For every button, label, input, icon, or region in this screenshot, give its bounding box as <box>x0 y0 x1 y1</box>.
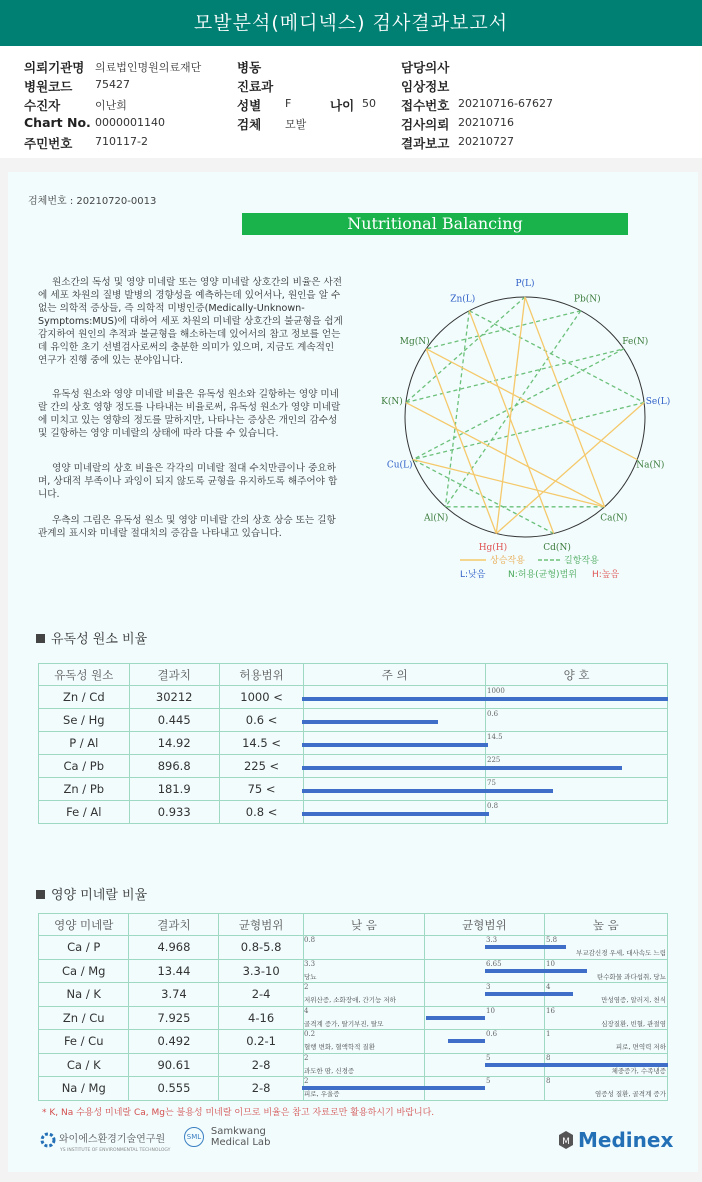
wheel-node-label: Hg(H) <box>478 543 508 554</box>
nutri-title-text: 영양 미네랄 비율 <box>51 888 148 903</box>
nutri-level-bar <box>485 945 566 949</box>
wheel-node-label: Na(N) <box>636 460 665 471</box>
client-org-label: 의뢰기관명 <box>24 60 85 75</box>
nutri-tick-t3: 8 <box>546 1077 551 1085</box>
nutri-cell-range: 3.3-10 <box>219 959 303 983</box>
patient-name-value: 이난희 <box>95 99 127 112</box>
paragraph-2: 유독성 원소와 영양 미네랄 비율은 유독성 원소와 길항하는 영양 미네랄 간의 상호 영향 정도를 나타내는 비율로써, 유독성 원소가 영양 미네랄에 미치고 있는 영향의 정도를 말하지만, 나타나는 증상은 개인의 감수성 및 길항하는 영양 미네랄의 상태에 따라 다를 수 있습니다. <box>38 389 341 439</box>
antagonism-line <box>413 349 624 460</box>
nutri-cell-name: Zn / Cu <box>39 1006 129 1030</box>
nutri-header-result: 결과치 <box>129 914 219 936</box>
nutri-cell-name: Ca / Mg <box>39 959 129 983</box>
nutri-level-bar <box>485 992 573 996</box>
toxic-cell-result: 0.445 <box>129 709 219 732</box>
client-org-value: 의료법인명원의료재단 <box>95 61 202 74</box>
nutri-high-note: 만성염증, 알러지, 천식 <box>601 996 666 1004</box>
sex-label: 성별 <box>237 98 262 113</box>
toxic-cell-result: 0.933 <box>129 801 219 824</box>
report-body <box>8 172 698 1172</box>
toxic-level-bar <box>302 766 622 770</box>
legend-synergy-label: 상승작용 <box>490 556 525 566</box>
nutri-tick-t1: 4 <box>304 1006 309 1015</box>
nutri-tick-t3: 8 <box>546 1053 551 1062</box>
toxic-cell-result: 181.9 <box>129 778 219 801</box>
nutri-row <box>39 936 668 960</box>
wheel-node-label: Fe(N) <box>622 336 649 347</box>
toxic-level-bar <box>302 720 438 724</box>
nutri-low-note: 과도한 땀, 신경증 <box>304 1066 355 1075</box>
nutri-tick-t1: 0.2 <box>304 1030 316 1038</box>
toxic-cell-range: 1000 < <box>219 686 303 709</box>
toxic-header-name: 유독성 원소 <box>39 664 130 686</box>
nutri-cell-low <box>303 959 424 983</box>
wheel-node-label: Zn(L) <box>450 294 476 305</box>
nutri-cell-range: 2-8 <box>219 1077 303 1101</box>
request-date-label: 검사의뢰 <box>401 117 450 132</box>
resident-no-label: 주민번호 <box>24 136 73 151</box>
nutri-tick-t3: 10 <box>546 959 555 968</box>
nutri-cell-result: 13.44 <box>129 959 219 983</box>
legend-high-label: H:높음 <box>592 570 620 580</box>
nutri-high-note: 피로, 면역력 저하 <box>615 1043 666 1051</box>
nutri-tick-t2: 10 <box>486 1006 495 1015</box>
resident-no-value: 710117-2 <box>95 135 148 148</box>
wheel-node-label: Pb(N) <box>573 294 601 305</box>
toxic-cell-result: 896.8 <box>129 755 219 778</box>
legend-low-label: L:낮음 <box>460 570 486 580</box>
toxic-cell-result: 30212 <box>129 686 219 709</box>
toxic-cell-good <box>486 709 668 732</box>
nutri-cell-range: 2-8 <box>219 1053 303 1077</box>
nutri-cell-name: Ca / P <box>39 936 129 960</box>
nutri-cell-result: 0.492 <box>129 1030 219 1054</box>
age-label: 나이 <box>330 98 355 113</box>
sml-logo-sub: Medical Lab <box>210 1137 271 1148</box>
toxic-cell-good <box>486 801 668 824</box>
toxic-title-text: 유독성 원소 비율 <box>51 632 148 647</box>
nutri-section-title <box>36 884 147 903</box>
ys-logo-icon <box>40 1132 56 1148</box>
nutri-cell-range: 4-16 <box>219 1006 303 1030</box>
nutri-tick-t2: 3.3 <box>486 936 498 944</box>
nutri-cell-result: 3.74 <box>129 983 219 1007</box>
nutri-high-note: 심장질환, 빈혈, 관절염 <box>601 1019 666 1028</box>
nutri-header-low: 낮 음 <box>303 914 424 936</box>
toxic-cell-name: Fe / Al <box>39 801 130 824</box>
nutri-header-balance: 균형범위 <box>425 914 545 936</box>
toxic-cell-name: Se / Hg <box>39 709 130 732</box>
synergy-line <box>496 297 525 534</box>
nutri-tick-t2: 3 <box>486 983 491 991</box>
nutri-tick-t1: 2 <box>304 1053 309 1062</box>
sml-logo <box>184 1126 270 1148</box>
legend-antagonism-label: 길항작용 <box>564 556 599 566</box>
specimen-label: 검체 <box>237 117 262 132</box>
nutri-cell-range: 2-4 <box>219 983 303 1007</box>
nutri-level-bar <box>485 969 587 973</box>
nutri-cell-result: 7.925 <box>129 1006 219 1030</box>
wheel-node-label: Cu(L) <box>386 460 413 471</box>
toxic-threshold-tick: 225 <box>487 756 501 764</box>
nutri-cell-range: 0.2-1 <box>219 1030 303 1054</box>
hospital-code-label: 병원코드 <box>24 79 73 94</box>
nutri-level-bar <box>426 1016 485 1020</box>
nutri-cell-range: 0.8-5.8 <box>219 936 303 960</box>
nutri-tick-t3: 1 <box>546 1030 551 1038</box>
hospital-code-value: 75427 <box>95 78 130 91</box>
ys-logo <box>40 1130 170 1153</box>
toxic-level-bar <box>302 789 553 793</box>
toxic-cell-range: 0.8 < <box>219 801 303 824</box>
nutri-cell-name: Fe / Cu <box>39 1030 129 1054</box>
synergy-line <box>413 460 605 507</box>
nutri-low-note: 혈행 변화, 혈액학적 질환 <box>304 1043 376 1051</box>
patient-name-label: 수진자 <box>24 98 61 113</box>
nutri-low-note: 골격계 증가, 탈기부진, 탈모 <box>304 1019 384 1028</box>
toxic-cell-range: 0.6 < <box>219 709 303 732</box>
toxic-cell-name: Zn / Pb <box>39 778 130 801</box>
receipt-no-value: 20210716-67627 <box>458 97 553 110</box>
svg-text:M: M <box>562 1137 570 1147</box>
wheel-node-label: Al(N) <box>424 513 449 524</box>
receipt-no-label: 접수번호 <box>401 98 450 113</box>
synergy-line <box>469 311 553 534</box>
footnote: * K, Na 수용성 미네랄 Ca, Mg는 불용성 미네랄 이므로 비율은 참고 자료로만 활용하시기 바랍니다. <box>42 1108 435 1118</box>
nutri-high-note: 탄수화물 과다섭취, 당뇨 <box>597 972 666 981</box>
nutri-tick-t2: 5 <box>486 1077 491 1085</box>
ys-logo-text: 와이에스환경기술연구원 <box>58 1134 166 1145</box>
toxic-threshold-tick: 0.8 <box>487 802 499 810</box>
nutri-tick-t3: 5.8 <box>546 936 558 944</box>
toxic-header-result: 결과치 <box>129 664 219 686</box>
department-label: 진료과 <box>237 79 274 94</box>
doctor-label: 담당의사 <box>401 60 450 75</box>
nutri-tick-t2: 5 <box>486 1053 491 1062</box>
ys-logo-subtext: YS INSTITUTE OF ENVIRONMENTAL TECHNOLOGY <box>60 1147 171 1153</box>
section-heading: Nutritional Balancing <box>242 213 628 235</box>
wheel-node-label: K(N) <box>381 396 403 407</box>
wheel-circle <box>405 297 645 537</box>
nutri-tick-t3: 16 <box>546 1006 555 1015</box>
nutri-cell-low <box>303 936 424 960</box>
mineral-wheel <box>360 267 690 585</box>
nutri-cell-name: Na / Mg <box>39 1077 129 1101</box>
sample-number: 검체번호 : 20210720-0013 <box>28 196 157 207</box>
antagonism-line <box>413 403 644 460</box>
sex-value: F <box>285 97 292 110</box>
toxic-level-bar <box>302 812 489 816</box>
report-date-value: 20210727 <box>458 135 514 148</box>
medinex-logo-icon <box>558 1130 574 1150</box>
age-value: 50 <box>362 97 376 110</box>
request-date-value: 20210716 <box>458 116 514 129</box>
nutri-tick-t1: 2 <box>304 1077 309 1085</box>
toxic-level-bar <box>302 743 488 747</box>
toxic-threshold-tick: 75 <box>487 779 496 787</box>
wheel-node-label: Mg(N) <box>399 336 430 347</box>
toxic-header-range: 허용범위 <box>219 664 303 686</box>
chart-no-label: Chart No. <box>24 115 91 130</box>
nutri-tick-t1: 2 <box>304 983 309 991</box>
paragraph-3: 영양 미네랄의 상호 비율은 각각의 미네랄 절대 수치만큼이나 중요하며, 상대적 부족이나 과잉이 되지 않도록 균형을 유지하도록 해주어야 합니다. <box>38 463 338 500</box>
nutri-tick-t1: 3.3 <box>304 959 316 968</box>
toxic-cell-name: P / Al <box>39 732 130 755</box>
wheel-node-label: Se(L) <box>645 396 671 407</box>
sml-logo-mark: SML <box>184 1127 204 1147</box>
paragraph-1: 원소간의 독성 및 영양 미네랄 또는 영양 미네랄 상호간의 비율은 사전에 세포 차원의 질병 발병의 경향성을 예측하는데 있어서나, 원인을 알 수 없는 의학적 증상들, 즉 의학적 미병인증(Medically-Unknown-Symptoms:MUS)에 대하여 세포 차원의 미네랄 상호간의 불균형을 쉽게 감지하여 원인의 추적과 불균형을 해소하는데 있어서의 참고 정보를 얻는데 유익한 초기 선별검사로써의 충분한 의미가 있으며, 지금도 계속적인 연구가 진행 중에 있는 분야입니다. <box>38 277 343 366</box>
report-title: 모발분석(메디넥스) 검사결과보고서 <box>0 0 702 46</box>
nutri-level-bar <box>485 1063 668 1067</box>
nutri-header-name: 영양 미네랄 <box>39 914 129 936</box>
wheel-node-label: Ca(N) <box>600 513 628 524</box>
toxic-cell-name: Ca / Pb <box>39 755 130 778</box>
nutri-header-high: 높 음 <box>544 914 667 936</box>
clinical-info-label: 임상정보 <box>401 79 450 94</box>
legend-normal-label: N:허용(균형)범위 <box>508 570 577 580</box>
chart-no-value: 0000001140 <box>95 116 165 129</box>
header-info <box>0 46 702 158</box>
toxic-cell-good <box>486 732 668 755</box>
nutri-high-note: 염증성 질환, 골격계 증가 <box>594 1090 666 1098</box>
nutri-cell-name: Na / K <box>39 983 129 1007</box>
nutri-tick-t1: 0.8 <box>304 936 316 944</box>
nutri-cell-name: Ca / K <box>39 1053 129 1077</box>
toxic-header-good: 양 호 <box>486 664 668 686</box>
toxic-cell-range: 75 < <box>219 778 303 801</box>
nutri-low-note: 저위산증, 소화장애, 간기능 저하 <box>304 996 396 1004</box>
nutri-tick-t2: 0.6 <box>486 1030 498 1038</box>
nutri-high-note: 체중증가, 수족냉증 <box>611 1066 666 1075</box>
nutri-low-note: 피로, 우울증 <box>304 1090 340 1098</box>
nutri-low-note: 당뇨 <box>304 972 317 981</box>
nutri-cell-result: 90.61 <box>129 1053 219 1077</box>
wheel-node-label: Cd(N) <box>543 543 571 554</box>
toxic-cell-range: 225 < <box>219 755 303 778</box>
toxic-threshold-tick: 0.6 <box>487 710 499 718</box>
toxic-threshold-tick: 14.5 <box>487 733 503 741</box>
nutri-header-range: 균형범위 <box>219 914 303 936</box>
toxic-threshold-tick: 1000 <box>487 687 505 695</box>
paragraph-4: 우측의 그림은 유독성 원소 및 영양 미네랄 간의 상호 상승 또는 길항 관계의 표시와 미네랄 절대치의 증감을 나타내고 있습니다. <box>38 515 336 539</box>
synergy-line <box>525 297 605 507</box>
wheel-node-label: P(L) <box>515 279 535 289</box>
toxic-cell-range: 14.5 < <box>219 732 303 755</box>
toxic-section-title <box>36 628 147 647</box>
ward-label: 병동 <box>237 60 262 75</box>
medinex-logo: Medinex <box>578 1128 674 1152</box>
nutri-cell-result: 4.968 <box>129 936 219 960</box>
toxic-cell-name: Zn / Cd <box>39 686 130 709</box>
toxic-level-bar <box>302 697 668 701</box>
nutri-level-bar <box>302 1086 485 1090</box>
synergy-line <box>406 403 605 507</box>
sml-logo-name: Samkwang <box>210 1126 266 1137</box>
nutri-tick-t2: 6.65 <box>486 959 502 968</box>
nutri-high-note: 부교감신경 우세, 대사속도 느림 <box>576 949 666 957</box>
report-date-label: 결과보고 <box>401 136 450 151</box>
nutri-level-bar <box>448 1039 485 1043</box>
toxic-cell-result: 14.92 <box>129 732 219 755</box>
nutri-cell-result: 0.555 <box>129 1077 219 1101</box>
specimen-value: 모발 <box>285 118 307 131</box>
antagonism-line <box>469 311 644 403</box>
toxic-header-caution: 주 의 <box>304 664 486 686</box>
nutri-tick-t3: 4 <box>546 983 551 991</box>
